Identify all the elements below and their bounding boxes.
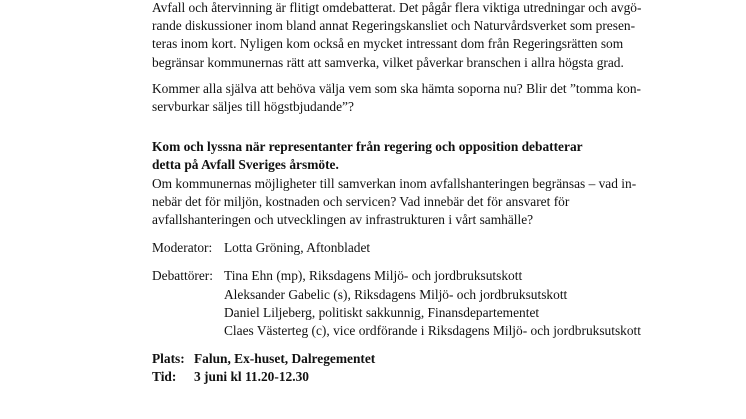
intro-paragraph — [152, 0, 672, 72]
place-row — [152, 350, 672, 368]
press-release-page — [152, 0, 672, 387]
place-label: Plats: — [152, 351, 185, 367]
body-line: Om kommunernas möjligheter till samverkan inom avfallshanteringen begränsas – vad in- — [152, 175, 637, 191]
headline-line: detta på Avfall Sveriges årsmöte. — [152, 157, 339, 173]
debaters-label: Debattörer: — [152, 268, 213, 284]
headline — [152, 138, 672, 174]
moderator-row — [152, 239, 672, 257]
question-line: servburkar säljes till högstbjudande”? — [152, 99, 354, 115]
intro-line: Avfall och återvinning är flitigt omdebatterat. Det pågår flera viktiga utredningar och avgö- — [152, 0, 642, 15]
body-paragraph — [152, 175, 672, 230]
debater-item: Daniel Liljeberg, politiskt sakkunnig, Finansdepartementet — [224, 304, 540, 320]
place-value: Falun, Ex-huset, Dalregementet — [194, 351, 376, 367]
body-line: nebär det för miljön, kostnaden och servicen? Vad innebär det för ansvaret för — [152, 193, 570, 209]
body-line: avfallshanteringen och utvecklingen av infrastrukturen i vårt samhälle? — [152, 212, 534, 228]
headline-line: Kom och lyssna när representanter från regering och opposition debatterar — [152, 139, 583, 155]
moderator-label: Moderator: — [152, 240, 213, 256]
intro-line: rande diskussioner inom bland annat Regeringskansliet och Naturvårdsverket som presen- — [152, 18, 636, 34]
question-paragraph — [152, 80, 672, 116]
question-line: Kommer alla själva att behöva välja vem som ska hämta soporna nu? Blir det ”tomma kon- — [152, 80, 641, 96]
debaters-block — [152, 267, 672, 340]
intro-line: begränsar kommunernas rätt att samverka, vilket påverkar branschen i allra högsta grad. — [152, 54, 624, 70]
debater-item: Tina Ehn (mp), Riksdagens Miljö- och jordbruksutskott — [224, 268, 523, 284]
intro-line: teras inom kort. Nyligen kom också en mycket intressant dom från Regeringsrätten som — [152, 36, 624, 52]
debater-item: Claes Västerteg (c), vice ordförande i Riksdagens Miljö- och jordbruksutskott — [224, 323, 641, 339]
event-details — [152, 350, 672, 386]
moderator-value: Lotta Gröning, Aftonbladet — [224, 240, 371, 256]
time-row — [152, 368, 672, 386]
time-label: Tid: — [152, 369, 177, 385]
time-value: 3 juni kl 11.20-12.30 — [194, 369, 309, 385]
debater-item: Aleksander Gabelic (s), Riksdagens Miljö- och jordbruksutskott — [224, 286, 568, 302]
